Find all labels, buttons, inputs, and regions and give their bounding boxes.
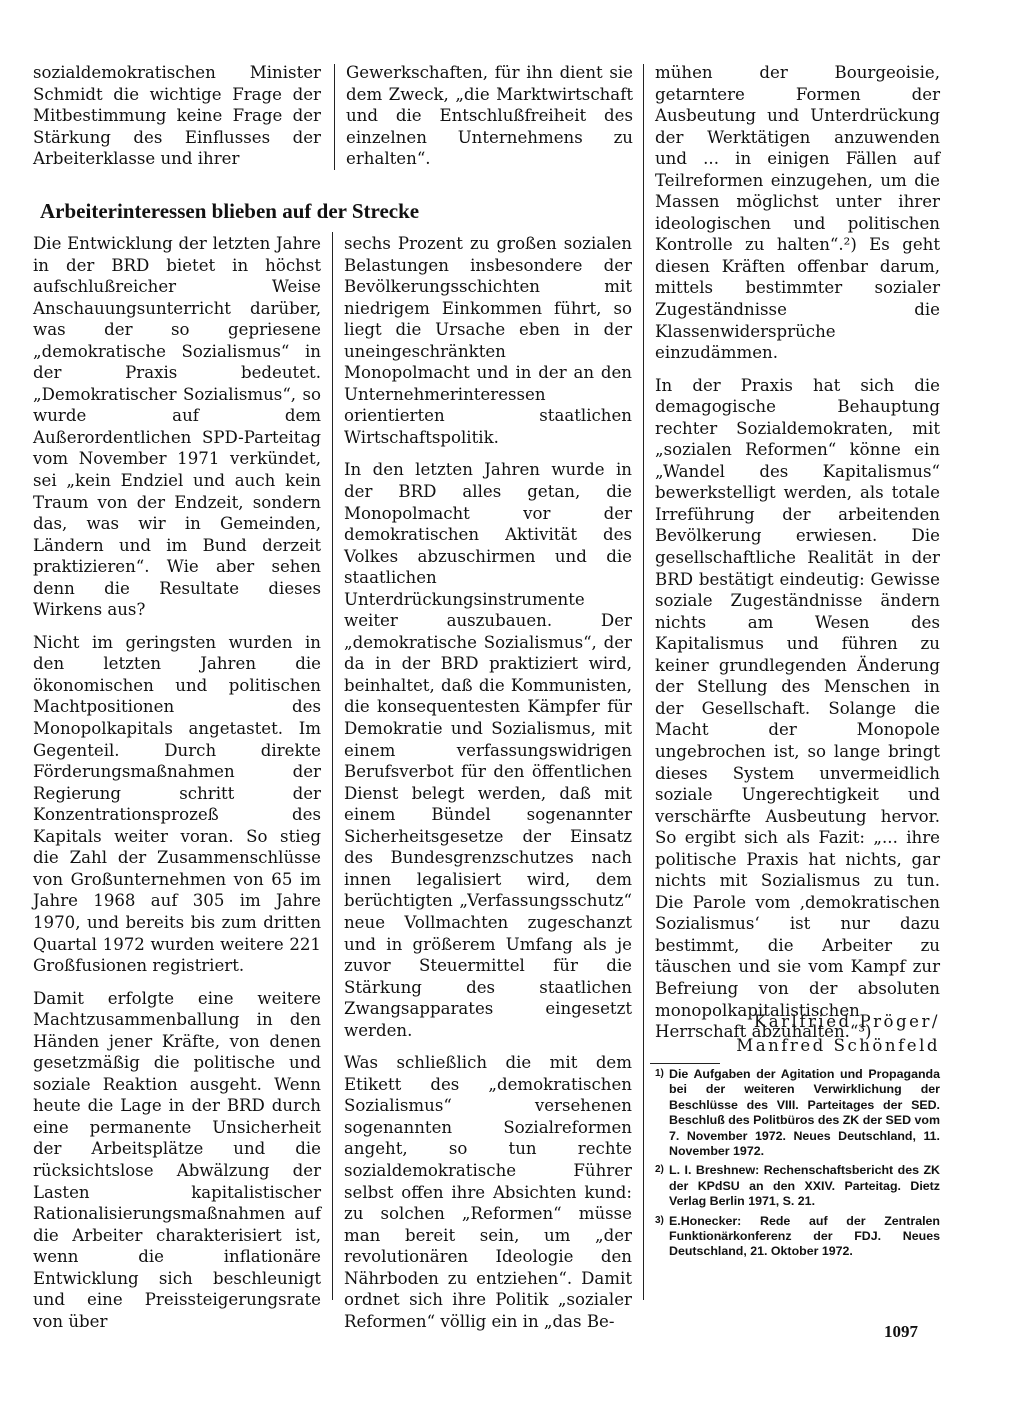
top-middle-column — [346, 62, 633, 170]
middle-paragraph-1: sechs Prozent zu großen sozialen Belastungen insbesondere der Bevölkerungsschichten mit niedrigem Einkommen führt, so liegt die Ursache eben in der uneingeschränkten Monopolmacht und in der an den Unternehmerinteressen orientierten staatlichen Wirtschaftspolitik. — [344, 234, 632, 447]
column-rule-top-left — [334, 64, 335, 170]
footnote-rule — [650, 1063, 720, 1064]
right-paragraph-1: mühen der Bourgeoisie, getarntere Formen der Ausbeutung und Unterdrückung der Werktätigen anzuwenden und ... in einigen Fällen auf Teilreformen einzugehen, um die Massen möglichst unter ihrer ideologischen und politischen Kontrolle zu halten“.²) Es geht diesen Kräften offenbar darum, mittels bestimmter sozialer Zugeständnisse die Klassenwidersprüche einzudämmen. — [655, 63, 940, 363]
left-paragraph-1: Die Entwicklung der letzten Jahre in der BRD bietet in höchst aufschlußreicher Weise Anschauungsunterricht darüber, was der so gepriesene „demokratische Sozialismus“ in der Praxis bedeutet. „Demokratischer Sozialismus“, so wurde auf dem Außerordentlichen SPD-Parteitag vom November 1971 verkündet, sei „kein Endziel und auch kein Traum von der Endzeit, sondern das, was wir in Gemeinden, Ländern und im Bund derzeit praktizieren“. Wie aber sehen denn die Resultate dieses Wirkens aus? — [33, 234, 321, 620]
footnote-number: 2) — [655, 1164, 664, 1176]
footnote-text: E.Honecker: Rede auf der Zentralen Funktionärkonferenz der FDJ. Neues Deutschland, 21. Oktober 1972. — [669, 1213, 940, 1259]
footnote-number: 3) — [655, 1214, 664, 1226]
footnote-item — [655, 1214, 940, 1260]
left-paragraph-3: Damit erfolgte eine weitere Machtzusammenballung in den Händen jener Kräfte, von denen gesetzmäßig die politische und soziale Reaktion ausgeht. Wenn heute die Lage in der BRD durch eine permanente Unsicherheit der Arbeitsplätze und die rücksichtslose Abwälzung der Lasten kapitalistischer Rationalisierungsmaßnahmen auf die Arbeiter charakterisiert ist, wenn die inflationäre Entwicklung sich beschleunigt und eine Preissteigerungsrate von über — [33, 988, 321, 1331]
page-number: 1097 — [884, 1322, 918, 1341]
footnote-number: 1) — [655, 1068, 664, 1079]
right-column — [655, 62, 940, 1043]
footnote-item — [655, 1067, 940, 1159]
right-paragraph-2: In der Praxis hat sich die demagogische Behauptung rechter Sozialdemokraten, mit „sozialen Reformen“ könne ein „Wandel des Kapitalismus“ bewerkstelligt werden, als totale Irreführung der arbeitenden Bevölkerung erwiesen. Die gesellschaftliche Realität in der BRD bestätigt eindeutig: Gewisse soziale Zugeständnisse ändern nichts am Wesen des Kapitalismus und führen zu keiner grundlegenden Änderung der Stellung des Menschen in der Gesellschaft. Solange die Macht der Monopole ungebrochen ist, so lange bringt dieses System unvermeidlich soziale Ungerechtigkeit und verschärfte Ausbeutung hervor. So ergibt sich als Fazit: „... ihre politische Praxis hat nichts, gar nichts mit Sozialismus zu tun. Die Parole vom ‚demokratischen Sozialismus‘ ist nur dazu bestimmt, die Arbeiter zu täuschen und sie vom Kampf zur Befreiung von der absoluten monopolkapitalistischen Herrschaft abzuhalten.“³) — [655, 375, 940, 1042]
middle-column — [344, 233, 632, 1332]
article-headline: Arbeiterinteressen blieben auf der Strecke — [40, 199, 420, 223]
footnotes — [655, 1067, 940, 1264]
middle-paragraph-3: Was schließlich die mit dem Etikett des „demokratischen Sozialismus“ versehenen sogenannten Sozialreformen angeht, so tun rechte sozialdemokratische Führer selbst offen ihre Absichten kund: zu solchen „Reformen“ müsse man bereit sein, um „der revolutionären Ideologie den Nährboden zu entziehen“. Damit ordnet sich ihre Politik „sozialer Reformen“ völlig ein in „das Be- — [344, 1053, 632, 1331]
top-left-column — [33, 62, 321, 170]
left-column — [33, 233, 321, 1332]
top-middle-paragraph: Gewerkschaften, für ihn dient sie dem Zweck, „die Marktwirtschaft und die Entschlußfreiheit des einzelnen Unternehmens zu erhalten“. — [346, 63, 633, 169]
author-line-1: Karlfried Pröger/ — [753, 1012, 940, 1031]
left-paragraph-2: Nicht im geringsten wurden in den letzten Jahren die ökonomischen und politischen Machtpositionen des Monopolkapitals angetastet. Im Gegenteil. Durch direkte Förderungsmaßnahmen der Regierung schritt der Konzentrationsprozeß des Kapitals weiter voran. So stieg die Zahl der Zusammenschlüsse von Großunternehmen von 65 im Jahre 1968 auf 305 im Jahre 1970, und bereits bis zum dritten Quartal 1972 wurden weitere 221 Großfusionen registriert. — [33, 632, 321, 976]
author-line-2: Manfred Schönfeld — [736, 1036, 940, 1055]
footnote-text: Die Aufgaben der Agitation und Propaganda bei der weiteren Verwirklichung der Beschlüsse des VIII. Parteitages der SED. Beschluß des Politbüros des ZK der SED vom 7. November 1972. Neues Deutschland, 11. November 1972. — [669, 1067, 940, 1159]
footnote-text: L. I. Breshnew: Rechenschaftsbericht des ZK der KPdSU an den XXIV. Parteitag. Dietz Verlag Berlin 1971, S. 21. — [669, 1163, 940, 1209]
middle-paragraph-2: In den letzten Jahren wurde in der BRD alles getan, die Monopolmacht vor der demokratischen Aktivität des Volkes abzuschirmen und die staatlichen Unterdrückungsinstrumente weiter auszubauen. Der „demokratische Sozialismus“, der da in der BRD praktiziert wird, beinhaltet, daß die Kommunisten, die konsequentesten Kämpfer für Demokratie und Sozialismus, mit einem verfassungswidrigen Berufsverbot für den öffentlichen Dienst belegt werden, daß mit einem Bündel sogenannter Sicherheitsgesetze der Einsatz des Bundesgrenzschutzes nach innen legalisiert wird, dem berüchtigten „Verfassungsschutz“ neue Vollmachten zugeschanzt und in größerem Umfang als je zuvor Steuermittel für die Stärkung des staatlichen Zwangsapparates eingesetzt werden. — [344, 460, 632, 1040]
column-rule-right — [643, 64, 644, 1300]
author-signature — [655, 1010, 940, 1058]
footnote-item — [655, 1163, 940, 1209]
column-rule-left — [332, 232, 333, 1300]
top-left-paragraph: sozialdemokratischen Minister Schmidt die wichtige Frage der Mitbestimmung keine Frage der Stärkung des Einflusses der Arbeiterklasse und ihrer — [33, 63, 321, 169]
